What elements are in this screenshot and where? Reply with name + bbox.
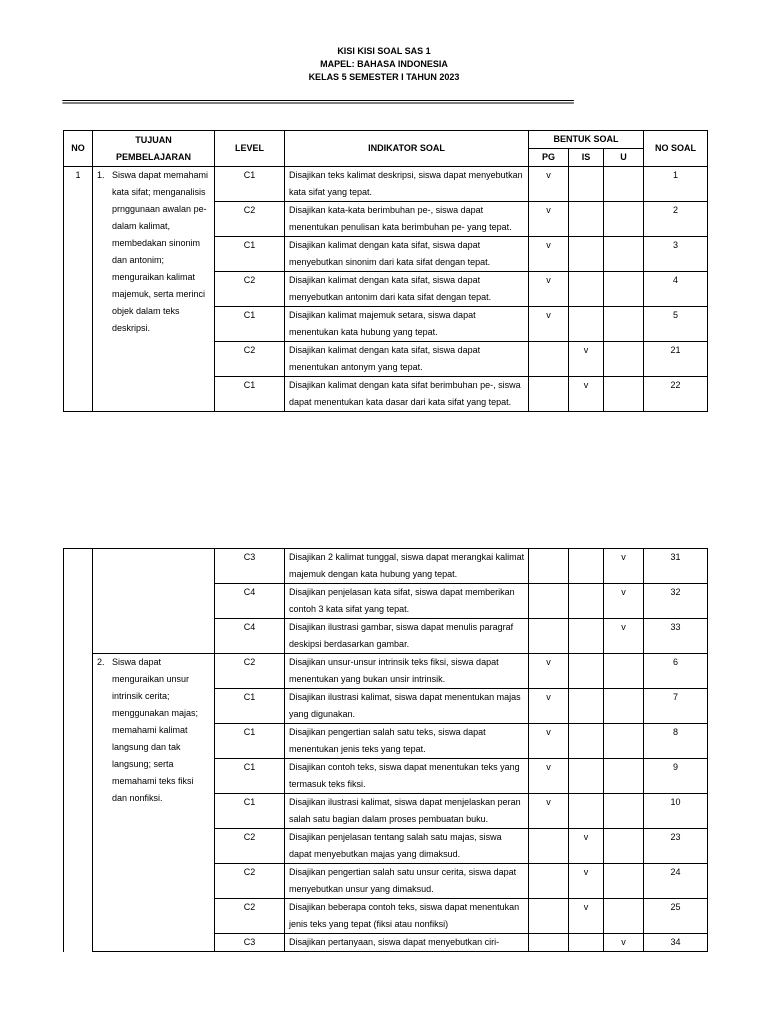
level-cell: C1 <box>215 307 285 342</box>
indikator-cell: Disajikan teks kalimat deskripsi, siswa dapat menyebutkan kata sifat yang tepat. <box>285 167 529 202</box>
is-cell: v <box>569 342 604 377</box>
header-u: U <box>604 149 644 167</box>
indikator-cell: Disajikan pengertian salah satu teks, siswa dapat menentukan jenis teks yang tepat. <box>285 724 529 759</box>
pg-cell: v <box>529 654 569 689</box>
pg-cell <box>529 864 569 899</box>
header-tujuan <box>93 131 215 167</box>
indikator-cell: Disajikan kalimat majemuk setara, siswa dapat menentukan kata hubung yang tepat. <box>285 307 529 342</box>
tujuan-text: Siswa dapat memahami kata sifat; menganalisis prnggunaan awalan pe- dalam kalimat, membedakan sinonim dan antonim; menguraikan kalimat majemuk, serta merinci objek dalam teks deskripsi. <box>112 170 209 333</box>
is-cell: v <box>569 829 604 864</box>
pg-cell <box>529 829 569 864</box>
indikator-cell: Disajikan pengertian salah satu unsur cerita, siswa dapat menyebutkan unsur yang dimaksud. <box>285 864 529 899</box>
is-cell <box>569 689 604 724</box>
level-cell: C2 <box>215 864 285 899</box>
header-no-soal: NO SOAL <box>644 131 708 167</box>
pg-cell: v <box>529 759 569 794</box>
level-cell: C2 <box>215 654 285 689</box>
no-soal-cell: 8 <box>644 724 708 759</box>
tujuan-number: 2. <box>97 657 105 667</box>
level-cell: C2 <box>215 899 285 934</box>
pg-cell: v <box>529 167 569 202</box>
header-no: NO <box>64 131 93 167</box>
indikator-cell: Disajikan contoh teks, siswa dapat menentukan teks yang termasuk teks fiksi. <box>285 759 529 794</box>
is-cell <box>569 237 604 272</box>
no-soal-cell: 6 <box>644 654 708 689</box>
doc-class-semester: KELAS 5 SEMESTER I TAHUN 2023 <box>308 72 460 82</box>
level-cell: C1 <box>215 237 285 272</box>
is-cell: v <box>569 899 604 934</box>
level-cell: C1 <box>215 167 285 202</box>
pg-cell <box>529 899 569 934</box>
header-bentuk-soal: BENTUK SOAL <box>529 131 644 149</box>
u-cell: v <box>604 619 644 654</box>
u-cell: v <box>604 549 644 584</box>
no-soal-cell: 5 <box>644 307 708 342</box>
u-cell <box>604 654 644 689</box>
doc-title: KISI KISI SOAL SAS 1 <box>337 46 431 56</box>
header-is: IS <box>569 149 604 167</box>
pg-cell: v <box>529 237 569 272</box>
is-cell <box>569 167 604 202</box>
no-soal-cell: 32 <box>644 584 708 619</box>
is-cell <box>569 654 604 689</box>
u-cell <box>604 724 644 759</box>
level-cell: C3 <box>215 934 285 952</box>
no-cell-continued <box>64 549 93 952</box>
indikator-cell: Disajikan penjelasan kata sifat, siswa dapat memberikan contoh 3 kata sifat yang tepat. <box>285 584 529 619</box>
no-soal-cell: 31 <box>644 549 708 584</box>
level-cell: C1 <box>215 377 285 412</box>
header-tujuan-line2: PEMBELAJARAN <box>115 151 191 162</box>
level-cell: C2 <box>215 342 285 377</box>
level-cell: C4 <box>215 619 285 654</box>
no-soal-cell: 3 <box>644 237 708 272</box>
is-cell: v <box>569 377 604 412</box>
no-soal-cell: 9 <box>644 759 708 794</box>
pg-cell: v <box>529 272 569 307</box>
no-soal-cell: 24 <box>644 864 708 899</box>
no-soal-cell: 34 <box>644 934 708 952</box>
no-soal-cell: 4 <box>644 272 708 307</box>
level-cell: C1 <box>215 689 285 724</box>
level-cell: C2 <box>215 829 285 864</box>
is-cell <box>569 584 604 619</box>
is-cell <box>569 759 604 794</box>
level-cell: C2 <box>215 272 285 307</box>
no-cell: 1 <box>64 167 93 412</box>
pg-cell: v <box>529 202 569 237</box>
u-cell <box>604 899 644 934</box>
u-cell: v <box>604 934 644 952</box>
tujuan-cell <box>93 167 215 412</box>
no-soal-cell: 7 <box>644 689 708 724</box>
header-level: LEVEL <box>215 131 285 167</box>
is-cell <box>569 724 604 759</box>
u-cell: v <box>604 584 644 619</box>
pg-cell <box>529 377 569 412</box>
no-soal-cell: 25 <box>644 899 708 934</box>
header-tujuan-line1: TUJUAN <box>135 134 172 145</box>
u-cell <box>604 794 644 829</box>
u-cell <box>604 377 644 412</box>
pg-cell <box>529 549 569 584</box>
pg-cell <box>529 934 569 952</box>
indikator-cell: Disajikan ilustrasi kalimat, siswa dapat menentukan majas yang digunakan. <box>285 689 529 724</box>
pg-cell <box>529 584 569 619</box>
tujuan-cell <box>93 654 215 952</box>
pg-cell: v <box>529 724 569 759</box>
no-soal-cell: 1 <box>644 167 708 202</box>
u-cell <box>604 272 644 307</box>
is-cell <box>569 794 604 829</box>
indikator-cell: Disajikan ilustrasi kalimat, siswa dapat menjelaskan peran salah satu bagian dalam proses pembuatan buku. <box>285 794 529 829</box>
level-cell: C2 <box>215 202 285 237</box>
indikator-cell: Disajikan unsur-unsur intrinsik teks fiksi, siswa dapat menentukan yang bukan unsir intrinsik. <box>285 654 529 689</box>
doc-subject: MAPEL: BAHASA INDONESIA <box>320 59 448 69</box>
u-cell <box>604 689 644 724</box>
no-soal-cell: 33 <box>644 619 708 654</box>
u-cell <box>604 759 644 794</box>
table-row <box>64 654 708 689</box>
is-cell <box>569 202 604 237</box>
indikator-cell: Disajikan kalimat dengan kata sifat, siswa dapat menentukan antonym yang tepat. <box>285 342 529 377</box>
indikator-cell: Disajikan kata-kata berimbuhan pe-, siswa dapat menentukan penulisan kata berimbuhan pe- yang tepat. <box>285 202 529 237</box>
separator-line: ============================================================================================================================== <box>62 97 574 107</box>
header-pg: PG <box>529 149 569 167</box>
tujuan-cell-continued <box>93 549 215 654</box>
level-cell: C4 <box>215 584 285 619</box>
indikator-cell: Disajikan penjelasan tentang salah satu majas, siswa dapat menyebutkan majas yang dimaksud. <box>285 829 529 864</box>
indikator-cell: Disajikan kalimat dengan kata sifat, siswa dapat menyebutkan antonim dari kata sifat dengan tepat. <box>285 272 529 307</box>
pg-cell <box>529 619 569 654</box>
no-soal-cell: 23 <box>644 829 708 864</box>
u-cell <box>604 829 644 864</box>
kisi-kisi-table-part-1 <box>63 130 708 412</box>
level-cell: C1 <box>215 724 285 759</box>
indikator-cell: Disajikan kalimat dengan kata sifat berimbuhan pe-, siswa dapat menentukan kata dasar dari kata sifat yang tepat. <box>285 377 529 412</box>
no-soal-cell: 21 <box>644 342 708 377</box>
level-cell: C1 <box>215 759 285 794</box>
is-cell <box>569 307 604 342</box>
pg-cell <box>529 342 569 377</box>
u-cell <box>604 342 644 377</box>
indikator-cell: Disajikan beberapa contoh teks, siswa dapat menentukan jenis teks yang tepat (fiksi atau nonfiksi) <box>285 899 529 934</box>
indikator-cell: Disajikan kalimat dengan kata sifat, siswa dapat menyebutkan sinonim dari kata sifat dengan tepat. <box>285 237 529 272</box>
is-cell <box>569 619 604 654</box>
kisi-kisi-table-part-2 <box>63 548 708 952</box>
no-soal-cell: 22 <box>644 377 708 412</box>
is-cell: v <box>569 864 604 899</box>
is-cell <box>569 549 604 584</box>
u-cell <box>604 237 644 272</box>
u-cell <box>604 864 644 899</box>
table-row <box>64 167 708 202</box>
header-indikator: INDIKATOR SOAL <box>285 131 529 167</box>
tujuan-text: Siswa dapat menguraikan unsur intrinsik cerita; menggunakan majas; memahami kalimat langsung dan tak langsung; serta memahami teks fiksi dan nonfiksi. <box>112 657 199 803</box>
indikator-cell: Disajikan 2 kalimat tunggal, siswa dapat merangkai kalimat majemuk dengan kata hubung yang tepat. <box>285 549 529 584</box>
pg-cell: v <box>529 307 569 342</box>
indikator-cell: Disajikan pertanyaan, siswa dapat menyebutkan ciri- <box>285 934 529 952</box>
is-cell <box>569 272 604 307</box>
pg-cell: v <box>529 689 569 724</box>
level-cell: C1 <box>215 794 285 829</box>
no-soal-cell: 10 <box>644 794 708 829</box>
pg-cell: v <box>529 794 569 829</box>
tujuan-number: 1. <box>97 170 105 180</box>
u-cell <box>604 202 644 237</box>
is-cell <box>569 934 604 952</box>
no-soal-cell: 2 <box>644 202 708 237</box>
table-row <box>64 549 708 584</box>
level-cell: C3 <box>215 549 285 584</box>
u-cell <box>604 167 644 202</box>
u-cell <box>604 307 644 342</box>
indikator-cell: Disajikan ilustrasi gambar, siswa dapat menulis paragraf deskipsi berdasarkan gambar. <box>285 619 529 654</box>
